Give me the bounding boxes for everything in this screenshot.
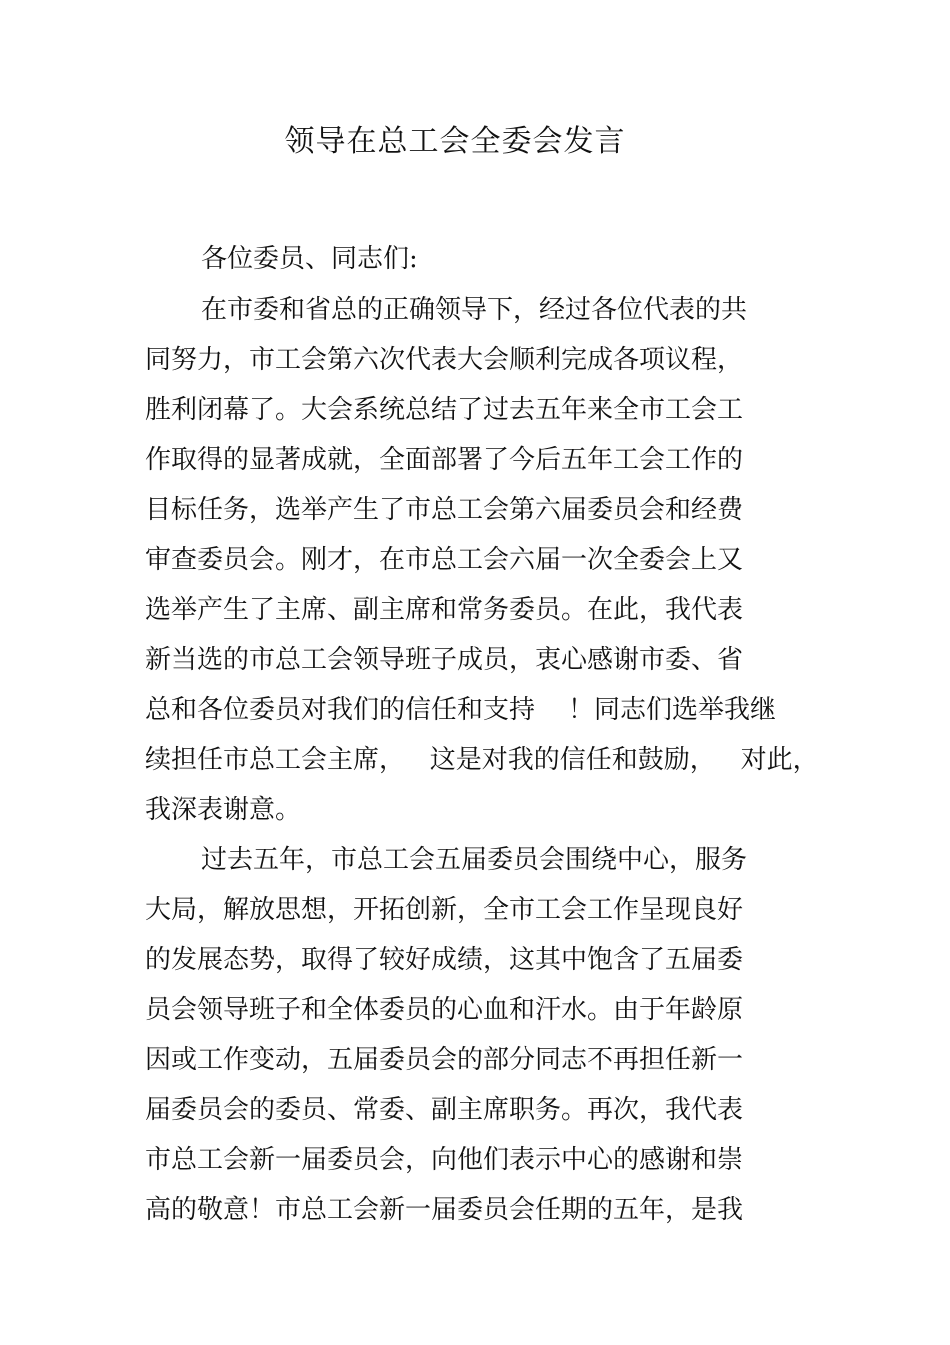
text-line: 过去五年，市总工会五届委员会围绕中心，服务 [201, 845, 748, 875]
text-line: 审查委员会。刚才，在市总工会六届一次全委会上又 [145, 545, 744, 575]
text-line: 同努力，市工会第六次代表大会顺利完成各项议程， [145, 345, 744, 375]
text-line: 的发展态势，取得了较好成绩，这其中饱含了五届委 [145, 945, 744, 975]
text-line: 因或工作变动，五届委员会的部分同志不再担任新一 [145, 1045, 744, 1075]
text-line: 市总工会新一届委员会，向他们表示中心的感谢和崇 [145, 1145, 744, 1175]
document-title: 领导在总工会全委会发言 [284, 124, 626, 159]
text-line: 目标任务，选举产生了市总工会第六届委员会和经费 [145, 495, 744, 525]
text-line: 在市委和省总的正确领导下，经过各位代表的共 [201, 295, 748, 325]
text-line: 续担任市总工会主席， 这是对我的信任和鼓励， 对此， [145, 745, 819, 775]
text-line: 高的敬意！市总工会新一届委员会任期的五年，是我 [145, 1195, 744, 1225]
text-line: 员会领导班子和全体委员的心血和汗水。由于年龄原 [145, 995, 744, 1025]
text-line: 我深表谢意。 [145, 795, 302, 825]
text-line: 胜利闭幕了。大会系统总结了过去五年来全市工会工 [145, 395, 744, 425]
text-line: 作取得的显著成就，全面部署了今后五年工会工作的 [145, 445, 744, 475]
text-line: 选举产生了主席、副主席和常务委员。在此，我代表 [145, 595, 744, 625]
text-line: 大局，解放思想，开拓创新，全市工会工作呈现良好 [145, 895, 744, 925]
salutation-line: 各位委员、同志们: [201, 244, 418, 274]
text-line: 届委员会的委员、常委、副主席职务。再次，我代表 [145, 1095, 744, 1125]
text-line: 总和各位委员对我们的信任和支持 ！同志们选举我继 [145, 695, 777, 725]
text-line: 新当选的市总工会领导班子成员，衷心感谢市委、省 [145, 645, 744, 675]
